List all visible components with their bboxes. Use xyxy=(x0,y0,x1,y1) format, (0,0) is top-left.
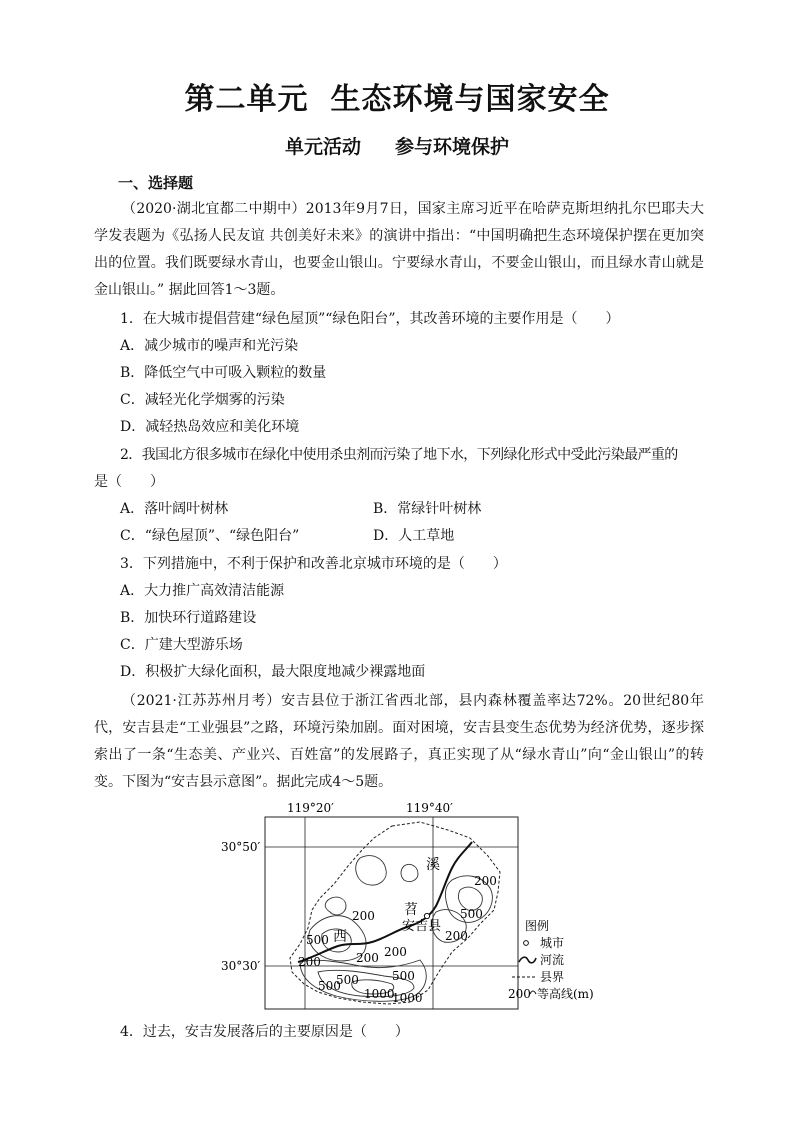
contour-value: 500 xyxy=(336,973,359,987)
contour-e-2 xyxy=(458,887,482,910)
question-3-option-a[interactable]: A．大力推广高效清洁能源 xyxy=(120,583,285,599)
lon-label-1: 119°20′ xyxy=(287,801,334,815)
question-1-option-d[interactable]: D．减轻热岛效应和美化环境 xyxy=(120,419,300,435)
question-2-option-d[interactable]: D．人工草地 xyxy=(373,528,455,544)
contour-value: 500 xyxy=(318,979,341,993)
legend-contour-icon xyxy=(530,991,536,994)
legend-boundary-label: 县界 xyxy=(540,970,565,984)
question-3-stem: 3．下列措施中，不利于保护和改善北京城市环境的是（ ） xyxy=(120,556,507,572)
contour-e-1 xyxy=(445,876,492,923)
contour-n-2 xyxy=(401,864,418,881)
question-2-option-c[interactable]: C．“绿色屋顶”、“绿色阳台” xyxy=(120,528,300,544)
contour-value: 500 xyxy=(306,933,329,947)
contour-value: 200 xyxy=(445,929,468,943)
contour-labels xyxy=(298,874,497,1005)
legend-river-icon xyxy=(519,957,536,963)
county-boundary xyxy=(290,822,500,1004)
question-2-option-b[interactable]: B．常绿针叶树林 xyxy=(373,501,482,517)
river-char-1: 溪 xyxy=(426,857,440,873)
lon-label-2: 119°40′ xyxy=(406,801,453,815)
question-2-option-a[interactable]: A．落叶阔叶树林 xyxy=(120,501,229,517)
question-2-stem-line-1: 2．我国北方很多城市在绿化中使用杀虫剂而污染了地下水，下列绿化形式中受此污染最严重的 xyxy=(120,447,678,463)
question-3-option-c[interactable]: C．广建大型游乐场 xyxy=(120,637,243,653)
contour-sw-2 xyxy=(322,929,352,952)
intro-paragraph-2: （2021·江苏苏州月考）安吉县位于浙江省西北部，县内森林覆盖率达72%。20世纪80年代，安吉县走“工业强县”之路，环境污染加剧。面对困境，安吉县变生态优势为经济优势，逐步探索出了一条“生态美、产业兴、百姓富”的发展路子，真正实现了从“绿水青山”向“金山银山”的转变。下图为“安吉县示意图”。据此完成4～5题。 xyxy=(94,693,704,790)
contour-value: 1000 xyxy=(364,987,395,1001)
contour-w-1 xyxy=(325,897,346,915)
contour-s-3 xyxy=(352,980,394,994)
legend-contour-label: 等高线(m) xyxy=(537,987,594,1001)
contour-value: 500 xyxy=(392,969,415,983)
intro-paragraph-1: （2020·湖北宜都二中期中）2013年9月7日，国家主席习近平在哈萨克斯坦纳扎尔巴耶夫大学发表题为《弘扬人民友谊 共创美好未来》的演讲中指出：“中国明确把生态环境保护摆在更加突出的位置。我们既要绿水青山，也要金山银山。宁要绿水青山，不要金山银山，而且绿水青山就是金山银山。” 据此回答1～3题。 xyxy=(94,201,704,298)
contour-value: 200 xyxy=(384,945,407,959)
page-title xyxy=(0,74,794,118)
city-anji-label: 安吉县 xyxy=(402,919,442,934)
lat-label-1: 30°50′ xyxy=(221,840,261,854)
contour-value: 200 xyxy=(298,955,321,969)
river-char-3: 西 xyxy=(333,929,347,945)
contour-value: 200 xyxy=(356,951,379,965)
question-3-option-d[interactable]: D．积极扩大绿化面积，最大限度地减少裸露地面 xyxy=(120,664,426,680)
question-4-stem: 4．过去，安吉发展落后的主要原因是（ ） xyxy=(120,1024,409,1040)
contour-value: 200 xyxy=(474,874,497,888)
contour-value: 1000 xyxy=(392,991,423,1005)
contour-s-1 xyxy=(300,960,426,1001)
subtitle-main: 单元活动 xyxy=(284,136,361,158)
legend-title: 图例 xyxy=(525,919,550,933)
map-frame xyxy=(265,817,518,1009)
map-legend xyxy=(508,918,594,1001)
contour-value: 200 xyxy=(352,909,375,923)
contour-n-1 xyxy=(356,856,387,885)
title-sub: 生态环境与国家安全 xyxy=(330,82,610,117)
lat-label-2: 30°30′ xyxy=(221,959,261,973)
question-2-stem-line-2: 是（ ） xyxy=(94,474,164,490)
legend-contour-value: 200 xyxy=(508,987,531,1001)
contour-e-3 xyxy=(432,910,466,943)
title-main: 第二单元 xyxy=(184,82,309,117)
river-xitiaoxi xyxy=(298,842,472,962)
contour-lines xyxy=(300,856,492,1002)
contour-s-2 xyxy=(318,970,414,996)
page-subtitle xyxy=(0,132,794,159)
question-3-option-b[interactable]: B．加快环行道路建设 xyxy=(120,610,257,626)
question-1-option-b[interactable]: B．降低空气中可吸入颗粒的数量 xyxy=(120,365,327,381)
river-char-2: 苕 xyxy=(404,902,418,918)
legend-city-label: 城市 xyxy=(540,936,565,950)
city-anji-marker xyxy=(424,913,429,918)
legend-river-label: 河流 xyxy=(540,953,565,967)
legend-city-icon xyxy=(524,941,529,946)
subtitle-sub: 参与环境保护 xyxy=(395,136,510,158)
section-heading: 一、选择题 xyxy=(118,174,194,192)
contour-sw-1 xyxy=(309,916,366,961)
question-1-option-a[interactable]: A．减少城市的噪声和光污染 xyxy=(120,338,299,354)
question-1-stem: 1．在大城市提倡营建“绿色屋顶”“绿色阳台”，其改善环境的主要作用是（ ） xyxy=(120,311,620,327)
question-1-option-c[interactable]: C．减轻光化学烟雾的污染 xyxy=(120,392,285,408)
contour-value: 500 xyxy=(460,907,483,921)
